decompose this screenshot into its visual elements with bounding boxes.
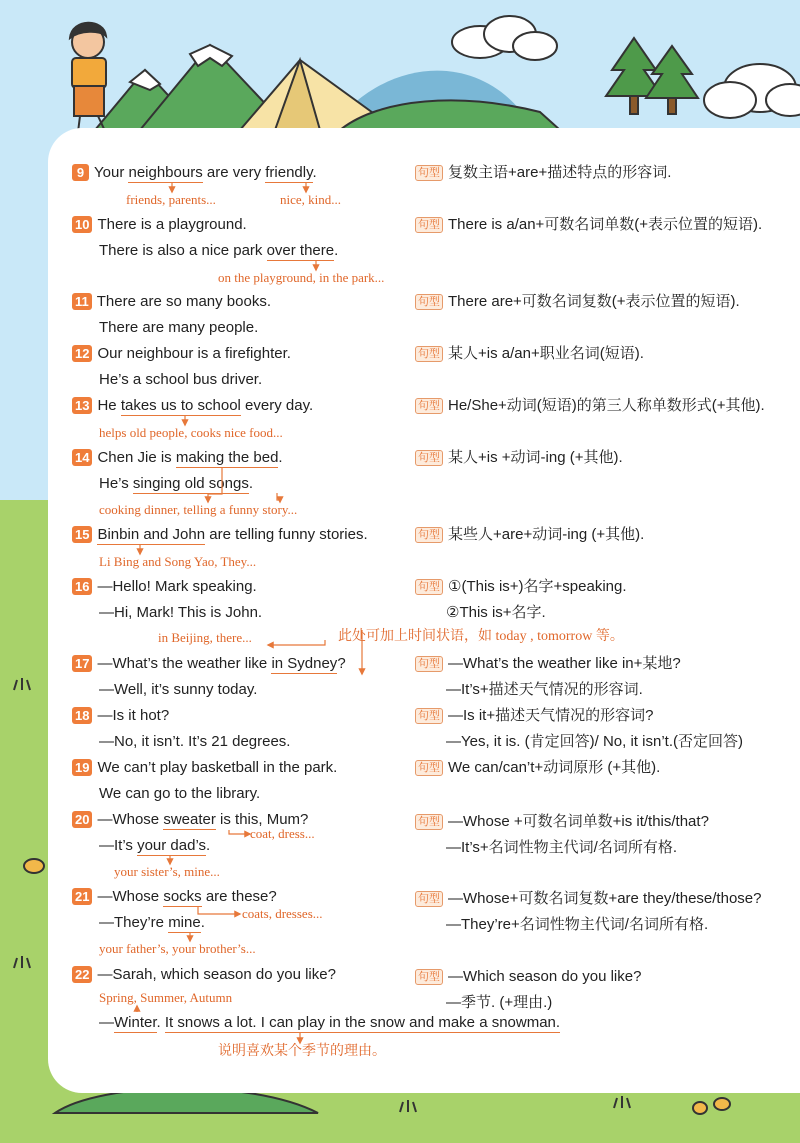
sentence-20-line2: —It’s your dad’s. — [99, 837, 211, 854]
sentence-11-line2: There are many people. — [99, 319, 259, 336]
sentence-16: 16 —Hello! Mark speaking. — [72, 577, 257, 597]
pattern-tag: 句型 — [415, 969, 443, 985]
pattern-19: 句型 We can/can’t+动词原形 (+其他). — [415, 758, 660, 778]
item-number: 13 — [72, 397, 92, 414]
key-phrase: neighbours — [128, 164, 203, 181]
pattern-22: 句型 —Which season do you like? — [415, 967, 641, 987]
sentence-17: 17 —What’s the weather like in Sydney? — [72, 654, 346, 674]
pattern-tag: 句型 — [415, 294, 443, 310]
key-phrase: It snows a lot. I can play in the snow and make a snowman. — [164, 1014, 561, 1031]
pattern-tag: 句型 — [415, 760, 443, 776]
pattern-13: 句型 He/She+动词(短语)的第三人称单数形式(+其他). — [415, 396, 765, 416]
key-phrase: Winter — [114, 1014, 157, 1031]
sentence-11: 11 There are so many books. — [72, 292, 271, 312]
pattern-18: 句型 —Is it+描述天气情况的形容词? — [415, 706, 653, 726]
sentence-15: 15 Binbin and John are telling funny stories. — [72, 525, 368, 545]
sentence-13: 13 He takes us to school every day. — [72, 396, 313, 416]
pattern-11: 句型 There are+可数名词复数(+表示位置的短语). — [415, 292, 740, 312]
key-phrase: Binbin and John — [97, 526, 206, 543]
sentence-14: 14 Chen Jie is making the bed. — [72, 448, 283, 468]
pattern-20-line2: —It’s+名词性物主代词/名词所有格. — [446, 839, 677, 856]
sentence-21: 21 —Whose socks are these? — [72, 887, 277, 907]
pattern-tag: 句型 — [415, 165, 443, 181]
item-number: 11 — [72, 293, 92, 310]
sentence-10: 10 There is a playground. — [72, 215, 247, 235]
key-phrase: friendly — [265, 164, 313, 181]
sentence-10-line2: There is also a nice park over there. — [99, 242, 339, 259]
substitution-hint: your father’s, your brother’s... — [99, 941, 256, 956]
sentence-12: 12 Our neighbour is a firefighter. — [72, 344, 291, 364]
pattern-tag: 句型 — [415, 398, 443, 414]
key-phrase: singing old songs — [132, 475, 249, 492]
pattern-9: 句型 复数主语+are+描述特点的形容词. — [415, 163, 671, 183]
item-number: 16 — [72, 578, 92, 595]
substitution-hint: cooking dinner, telling a funny story... — [99, 502, 298, 517]
key-phrase: over there — [266, 242, 335, 259]
sentence-17-line2: —Well, it’s sunny today. — [99, 681, 258, 698]
key-phrase: mine — [168, 914, 201, 931]
sentence-21-line2: —They’re mine. — [99, 914, 205, 931]
key-phrase: your dad’s — [137, 837, 207, 854]
pattern-21-line2: —They’re+名词性物主代词/名词所有格. — [446, 916, 709, 933]
pattern-17-line2: —It’s+描述天气情况的形容词. — [446, 681, 643, 698]
substitution-hint: coats, dresses... — [242, 906, 323, 921]
pattern-17: 句型 —What’s the weather like in+某地? — [415, 654, 681, 674]
pattern-14: 句型 某人+is +动词-ing (+其他). — [415, 448, 623, 468]
sentence-20: 20 —Whose sweater is this, Mum? — [72, 810, 308, 830]
pattern-20: 句型 —Whose +可数名词单数+is it/this/that? — [415, 812, 709, 832]
key-phrase: takes us to school — [120, 397, 241, 414]
pattern-12: 句型 某人+is a/an+职业名词(短语). — [415, 344, 644, 364]
item-number: 14 — [72, 449, 92, 466]
pattern-tag: 句型 — [415, 450, 443, 466]
item-number: 18 — [72, 707, 92, 724]
item-number: 19 — [72, 759, 92, 776]
substitution-hint: your sister’s, mine... — [114, 864, 220, 879]
item-number: 9 — [72, 164, 89, 181]
pattern-tag: 句型 — [415, 814, 443, 830]
key-phrase: sweater — [163, 811, 216, 828]
sentence-14-line2: He’s singing old songs. — [99, 475, 253, 492]
sentence-9: 9 Your neighbours are very friendly. — [72, 163, 317, 183]
substitution-hint: on the playground, in the park... — [218, 270, 385, 285]
pattern-tag: 句型 — [415, 579, 443, 595]
key-phrase: in Sydney — [271, 655, 338, 672]
pattern-16: 句型 ①(This is+)名字+speaking. — [415, 577, 627, 597]
pattern-22-line2: —季节. (+理由.) — [446, 994, 553, 1011]
item-number: 12 — [72, 345, 92, 362]
substitution-hint: friends, parents... — [126, 192, 216, 207]
pattern-tag: 句型 — [415, 656, 443, 672]
item-number: 20 — [72, 811, 92, 828]
pattern-tag: 句型 — [415, 891, 443, 907]
substitution-hint: nice, kind... — [280, 192, 342, 207]
sentence-19: 19 We can’t play basketball in the park. — [72, 758, 337, 778]
pattern-tag: 句型 — [415, 527, 443, 543]
sentence-22: 22 —Sarah, which season do you like? — [72, 965, 336, 985]
substitution-hint: helps old people, cooks nice food... — [99, 425, 283, 440]
pattern-10: 句型 There is a/an+可数名词单数(+表示位置的短语). — [415, 215, 762, 235]
pattern-18-line2: —Yes, it is. (肯定回答)/ No, it isn’t.(否定回答) — [446, 733, 743, 750]
annotation-note: 此处可加上时间状语，如 today , tomorrow 等。 — [338, 629, 624, 644]
pattern-21: 句型 —Whose+可数名词复数+are they/these/those? — [415, 889, 761, 909]
pattern-16-line2: ②This is+名字. — [446, 604, 546, 621]
sentence-12-line2: He’s a school bus driver. — [99, 371, 263, 388]
item-number: 21 — [72, 888, 92, 905]
substitution-hint: Spring, Summer, Autumn — [99, 990, 233, 1005]
item-number: 15 — [72, 526, 92, 543]
sentence-22-line2: —Winter. It snows a lot. I can play in the snow and make a snowman. — [99, 1014, 561, 1031]
substitution-hint: in Beijing, there... — [158, 630, 252, 645]
sentence-18: 18 —Is it hot? — [72, 706, 169, 726]
annotation-note: 说明喜欢某个季节的理由。 — [218, 1044, 386, 1059]
item-number: 22 — [72, 966, 92, 983]
item-number: 10 — [72, 216, 92, 233]
key-phrase: socks — [163, 888, 202, 905]
pattern-tag: 句型 — [415, 346, 443, 362]
item-number: 17 — [72, 655, 92, 672]
substitution-hint: coat, dress... — [250, 826, 315, 841]
pattern-tag: 句型 — [415, 708, 443, 724]
pattern-tag: 句型 — [415, 217, 443, 233]
substitution-hint: Li Bing and Song Yao, They... — [99, 554, 257, 569]
sentence-16-line2: —Hi, Mark! This is John. — [99, 604, 263, 621]
sentence-18-line2: —No, it isn’t. It’s 21 degrees. — [99, 733, 291, 750]
sentence-19-line2: We can go to the library. — [99, 785, 261, 802]
pattern-15: 句型 某些人+are+动词-ing (+其他). — [415, 525, 644, 545]
key-phrase: making the bed — [175, 449, 279, 466]
